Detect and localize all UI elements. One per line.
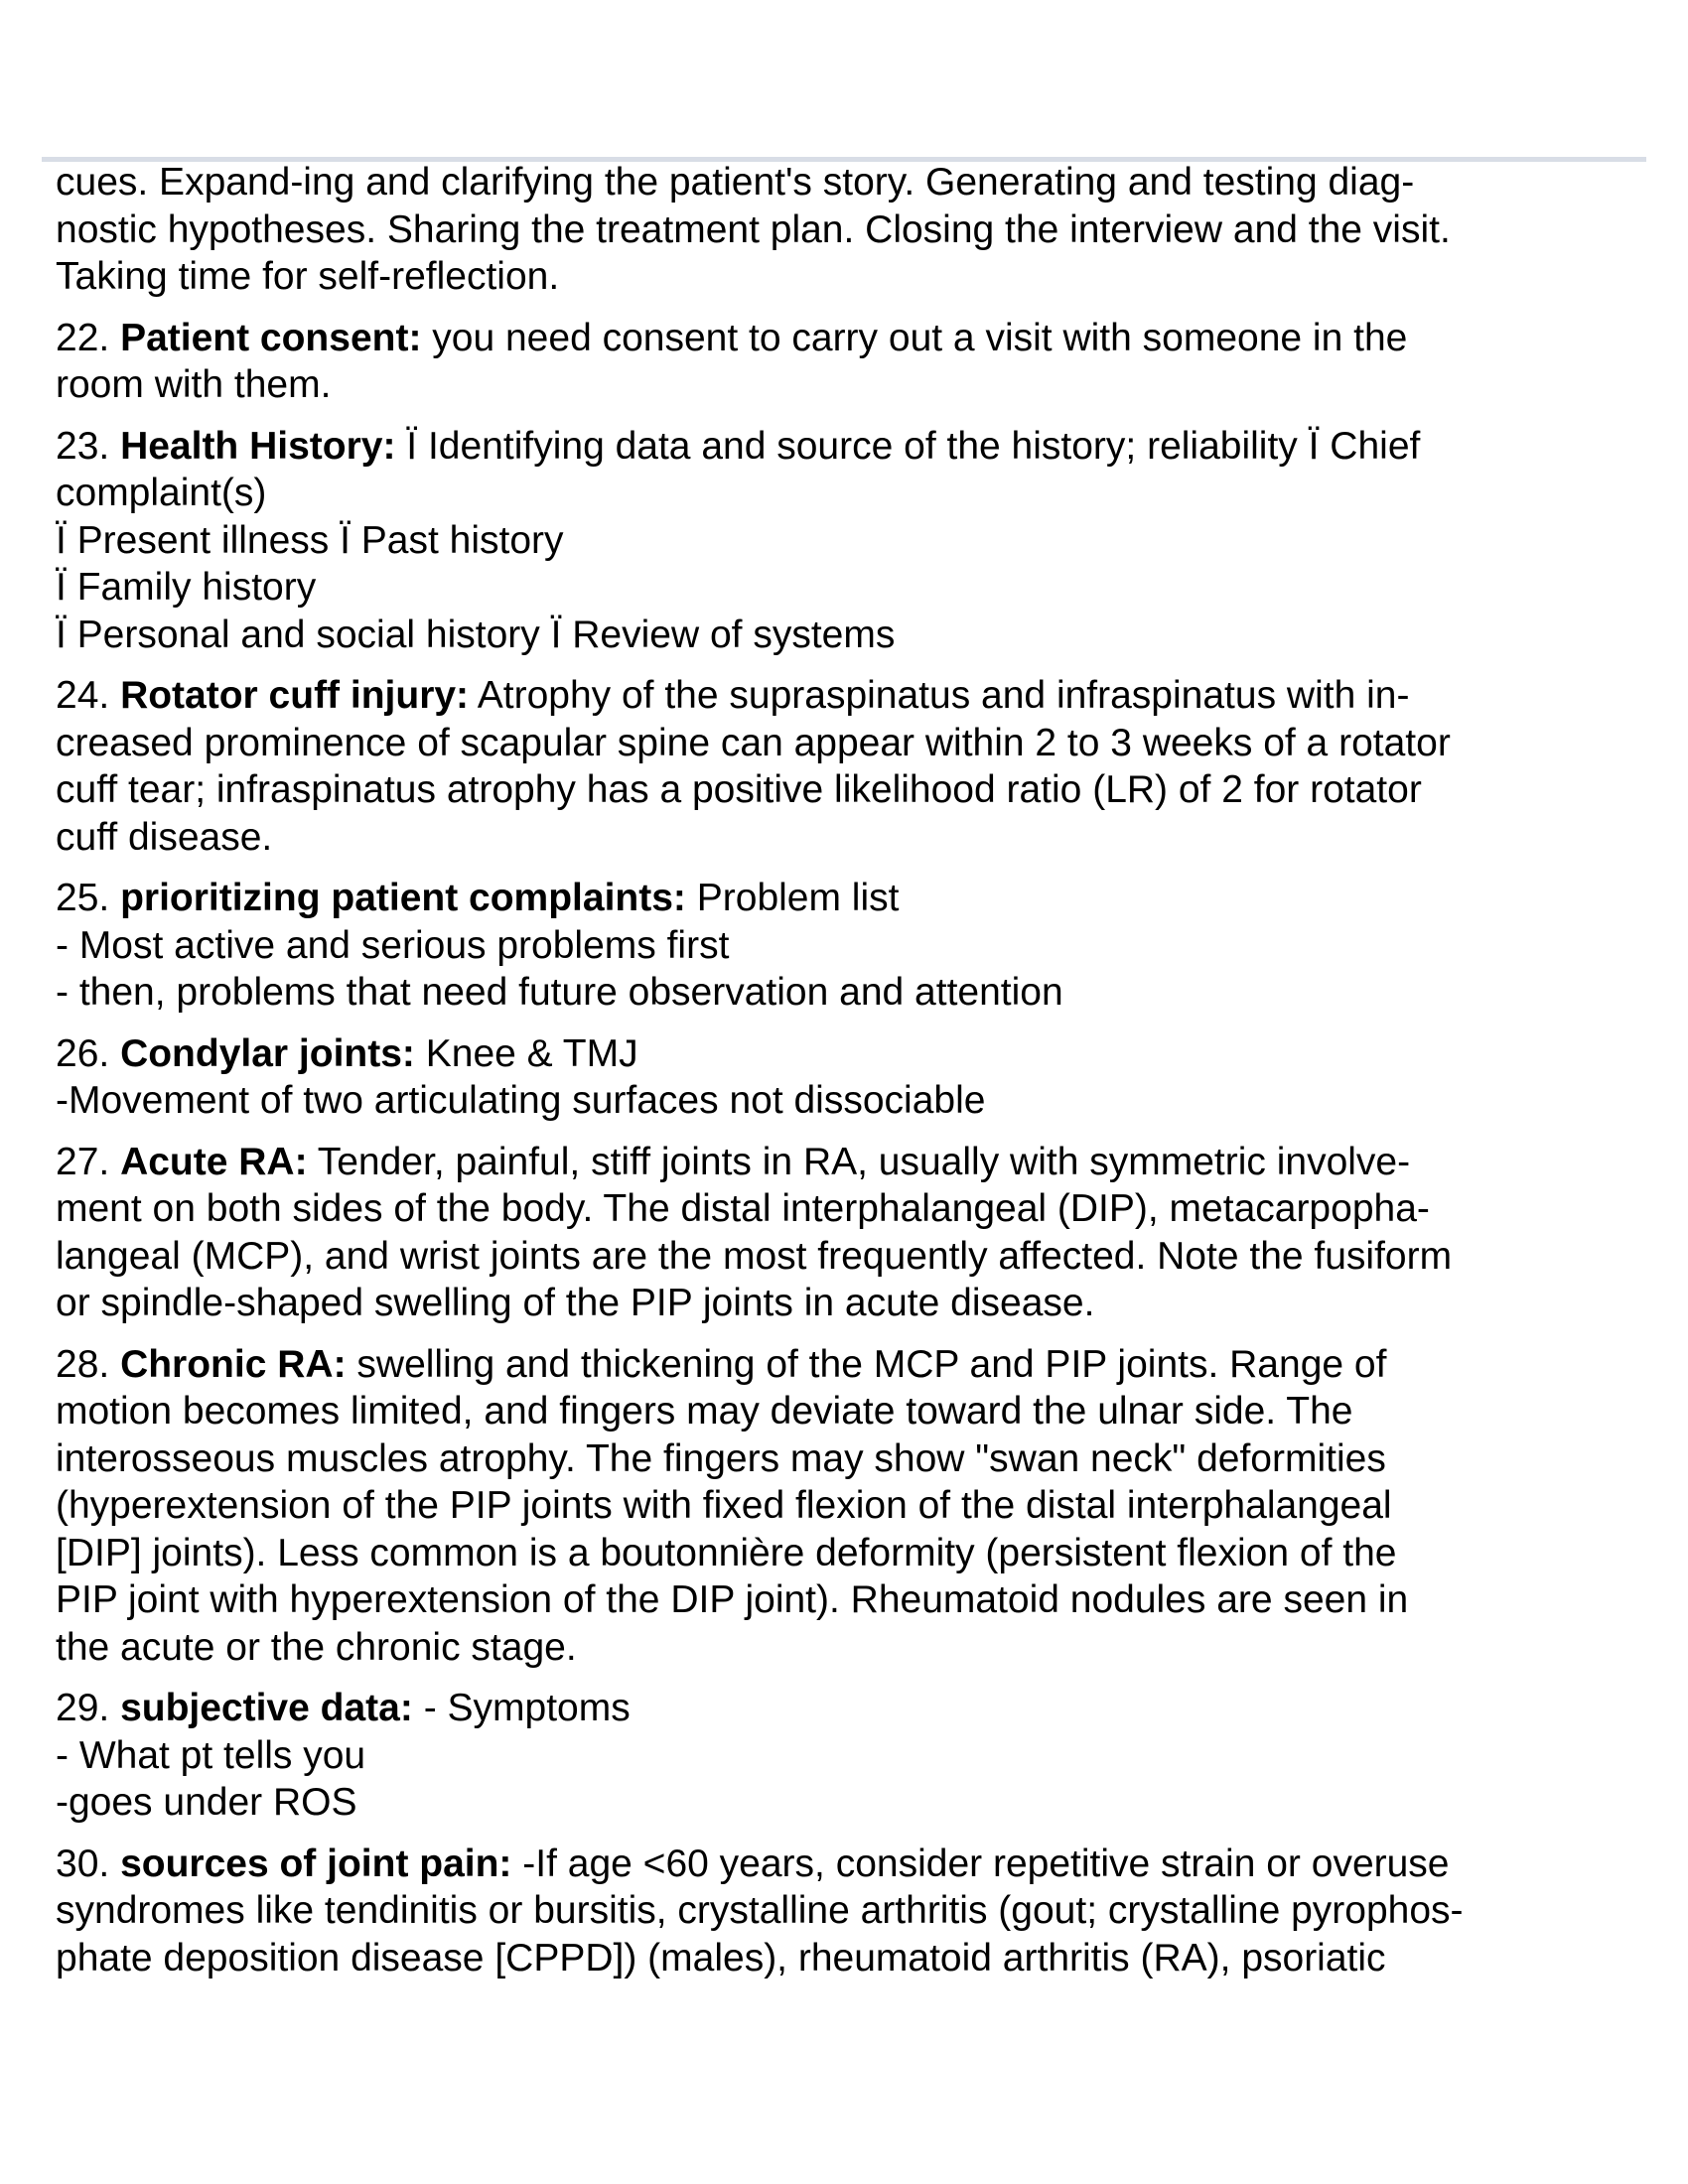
entry-25-prioritizing-complaints [56,875,1644,1017]
entry-text: you need consent to carry out a visit with someone in the [432,316,1408,359]
entry-number: 27. [56,1140,110,1183]
entry-text: Ï Identifying data and source of the history; reliability Ï Chief [406,424,1421,468]
entry-24-rotator-cuff-injury [56,672,1644,861]
entry-number: 26. [56,1031,110,1075]
text-line: PIP joint with hyperextension of the DIP joint). Rheumatoid nodules are seen in [56,1578,1409,1621]
text-line: cues. Expand-ing and clarifying the patient's story. Generating and testing diag- [56,161,1415,204]
entry-number: 24. [56,674,110,717]
text-line: cuff tear; infraspinatus atrophy has a positive likelihood ratio (LR) of 2 for rotator [56,768,1422,811]
entry-number: 28. [56,1342,110,1386]
text-line: syndromes like tendinitis or bursitis, crystalline arthritis (gout; crystalline pyrophos- [56,1889,1464,1932]
entry-term: Health History: [120,424,396,468]
text-line: -goes under ROS [56,1781,357,1824]
entry-term: Condylar joints: [120,1031,415,1075]
entry-term: Chronic RA: [120,1342,347,1386]
entry-term: prioritizing patient complaints: [120,877,686,919]
text-line: -Movement of two articulating surfaces not dissociable [56,1079,986,1122]
document-body [56,159,1644,1995]
entry-term: Patient consent: [120,316,422,359]
entry-term: subjective data: [120,1687,413,1729]
entry-28-chronic-ra [56,1341,1644,1672]
entry-30-sources-of-joint-pain [56,1841,1644,1982]
entry-23-health-history [56,423,1644,659]
entry-text: - Symptoms [423,1687,631,1729]
text-line: Ï Present illness Ï Past history [56,518,564,562]
entry-26-condylar-joints [56,1030,1644,1125]
text-line: langeal (MCP), and wrist joints are the most frequently affected. Note the fusiform [56,1234,1453,1278]
continuation-paragraph [56,159,1644,301]
entry-text: -If age <60 years, consider repetitive strain or overuse [522,1842,1450,1885]
text-line: Ï Family history [56,566,317,609]
entry-text: Tender, painful, stiff joints in RA, usually with symmetric involve- [317,1140,1411,1183]
entry-text: Knee & TMJ [425,1031,638,1075]
entry-number: 23. [56,424,110,468]
text-line: complaint(s) [56,472,267,514]
entry-text: Problem list [696,877,900,919]
entry-22-patient-consent [56,315,1644,409]
text-line: - then, problems that need future observation and attention [56,971,1063,1014]
entry-number: 30. [56,1842,110,1885]
text-line: motion becomes limited, and fingers may deviate toward the ulnar side. The [56,1390,1353,1433]
text-line: the acute or the chronic stage. [56,1625,577,1669]
text-line: creased prominence of scapular spine can appear within 2 to 3 weeks of a rotator [56,721,1451,764]
text-line: Taking time for self-reflection. [56,255,560,298]
text-line: (hyperextension of the PIP joints with fixed flexion of the distal interphalangeal [56,1484,1392,1527]
text-line: - What pt tells you [56,1733,366,1777]
entry-29-subjective-data [56,1685,1644,1827]
entry-text: Atrophy of the supraspinatus and infraspinatus with in- [477,674,1410,717]
text-line: Ï Personal and social history Ï Review of systems [56,613,896,656]
entry-number: 29. [56,1687,110,1729]
text-line: nostic hypotheses. Sharing the treatment plan. Closing the interview and the visit. [56,207,1451,251]
entry-term: sources of joint pain: [120,1842,512,1885]
entry-27-acute-ra [56,1139,1644,1327]
text-line: ment on both sides of the body. The distal interphalangeal (DIP), metacarpopha- [56,1187,1430,1230]
entry-term: Rotator cuff injury: [120,674,470,717]
text-line: room with them. [56,363,332,406]
text-line: cuff disease. [56,815,273,859]
entry-term: Acute RA: [120,1140,308,1183]
text-line: or spindle-shaped swelling of the PIP joints in acute disease. [56,1282,1095,1324]
entry-number: 25. [56,877,110,919]
entry-text: swelling and thickening of the MCP and PIP joints. Range of [356,1342,1387,1386]
text-line: - Most active and serious problems first [56,923,730,967]
entry-number: 22. [56,316,110,359]
text-line: interosseous muscles atrophy. The fingers may show "swan neck" deformities [56,1436,1386,1480]
text-line: phate deposition disease [CPPD]) (males), rheumatoid arthritis (RA), psoriatic [56,1936,1386,1979]
text-line: [DIP] joints). Less common is a boutonnière deformity (persistent flexion of the [56,1531,1397,1574]
